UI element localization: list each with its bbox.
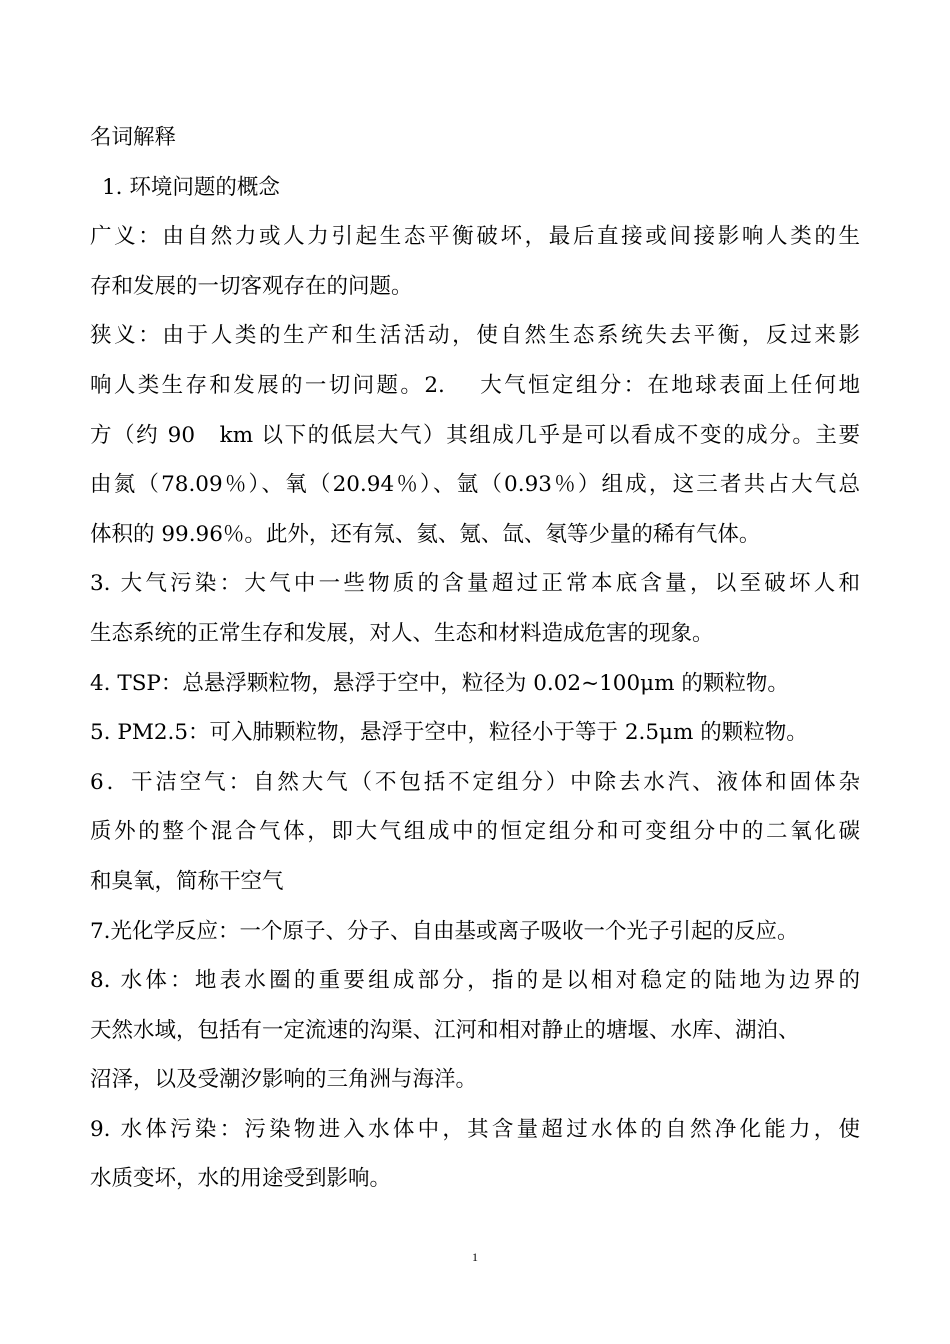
text-line: 质外的整个混合气体，即大气组成中的恒定组分和可变组分中的二氧化碳 bbox=[90, 819, 860, 845]
section-heading: 名词解释 bbox=[90, 125, 177, 150]
page-number: 1 bbox=[472, 1250, 478, 1264]
document-body bbox=[90, 113, 860, 1204]
text-line: 广义：由自然力或人力引起生态平衡破坏，最后直接或间接影响人类的生 bbox=[90, 224, 860, 250]
text-line: 7.光化学反应：一个原子、分子、自由基或离子吸收一个光子引起的反应。 bbox=[90, 918, 799, 944]
text-line: 生态系统的正常生存和发展，对人、生态和材料造成危害的现象。 bbox=[90, 620, 714, 646]
text-line: 8. 水体：地表水圈的重要组成部分，指的是以相对稳定的陆地为边界的 bbox=[90, 968, 860, 994]
text-line: 方（约 90 km 以下的低层大气）其组成几乎是可以看成不变的成分。主要 bbox=[90, 422, 860, 448]
text-line: 9. 水体污染：污染物进入水体中，其含量超过水体的自然净化能力，使 bbox=[90, 1116, 860, 1142]
text-line: 6．干洁空气：自然大气（不包括不定组分）中除去水汽、液体和固体杂 bbox=[90, 769, 860, 795]
text-lines bbox=[90, 163, 860, 1204]
text-line: 水质变坏，水的用途受到影响。 bbox=[90, 1166, 392, 1192]
text-line: 存和发展的一切客观存在的问题。 bbox=[90, 273, 413, 299]
text-line: 4. TSP：总悬浮颗粒物，悬浮于空中，粒径为 0.02~100μm 的颗粒物。 bbox=[90, 670, 789, 696]
text-line: 狭义：由于人类的生产和生活活动，使自然生态系统失去平衡，反过来影 bbox=[90, 323, 860, 349]
text-line: 响人类生存和发展的一切问题。2. 大气恒定组分：在地球表面上任何地 bbox=[90, 372, 860, 398]
text-line: 沼泽，以及受潮汐影响的三角洲与海洋。 bbox=[90, 1067, 478, 1093]
text-line: 3. 大气污染：大气中一些物质的含量超过正常本底含量，以至破坏人和 bbox=[90, 571, 860, 597]
text-line: 和臭氧，简称干空气 bbox=[90, 868, 284, 894]
text-line: 由氮（78.09％）、氧（20.94％）、氩（0.93％）组成，这三者共占大气总 bbox=[90, 472, 860, 498]
text-line: 体积的 99.96％。此外，还有氖、氦、氪、氙、氡等少量的稀有气体。 bbox=[90, 521, 761, 547]
text-line: 1. 环境问题的概念 bbox=[102, 174, 280, 200]
text-line: 5. PM2.5：可入肺颗粒物，悬浮于空中，粒径小于等于 2.5μm 的颗粒物。 bbox=[90, 720, 808, 746]
text-line: 天然水域，包括有一定流速的沟渠、江河和相对静止的塘堰、水库、湖泊、 bbox=[90, 1017, 800, 1043]
